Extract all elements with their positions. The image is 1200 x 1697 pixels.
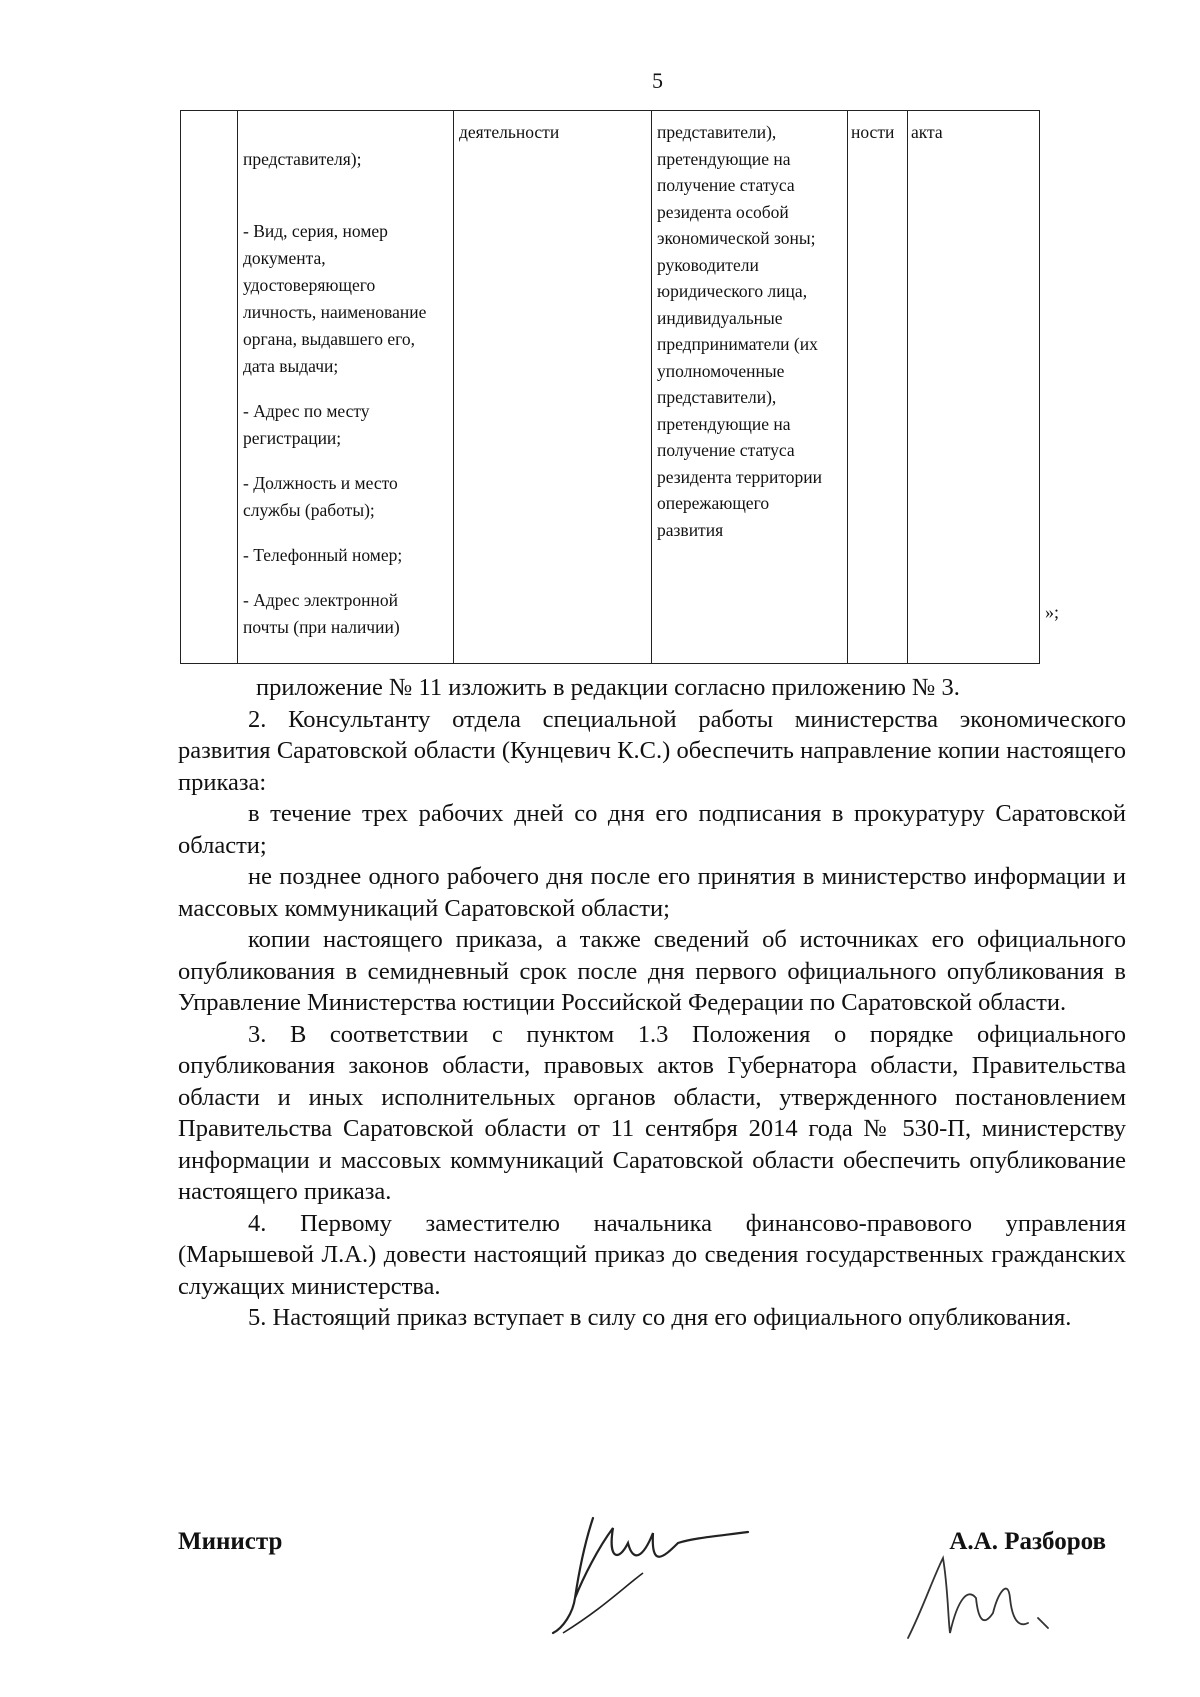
paragraph-item-2: 2. Консультанту отдела специальной работы министерства экономического развития Саратовской области (Кунцевич К.С.) обеспечить направление копии настоящего приказа: (178, 705, 1126, 796)
table-divider (847, 111, 848, 663)
signature-block (178, 1528, 1126, 1658)
paragraph-item-5: 5. Настоящий приказ вступает в силу со дня его официального опубликования. (248, 1304, 1072, 1331)
subjects-line: получение статуса (657, 440, 795, 460)
item-line: - Должность и место (243, 473, 398, 493)
personal-data-items (243, 218, 451, 641)
personal-data-item (243, 542, 451, 569)
personal-data-item (243, 587, 451, 641)
table-cell-col5: акта (911, 122, 943, 142)
paragraph-appendix: приложение № 11 изложить в редакции согласно приложению № 3. (256, 674, 960, 701)
paragraph-item-2a: в течение трех рабочих дней со дня его подписания в прокуратуру Саратовской области; (178, 800, 1126, 859)
item-line: удостоверяющего (243, 275, 376, 295)
handwritten-initials (898, 1538, 1058, 1648)
table-divider (651, 111, 652, 663)
subjects-line: экономической зоны; (657, 228, 816, 248)
handwritten-signature (523, 1488, 753, 1638)
item-line: личность, наименование (243, 302, 427, 322)
paragraph-item-2c: копии настоящего приказа, а также сведений об источниках его официального опубликования в семидневный срок после дня первого официального опубликования в Управление Министерства юстиции Российской Федерации по Саратовской области. (178, 926, 1126, 1016)
signatory-title: Министр (178, 1528, 283, 1555)
subjects-line: резидента территории (657, 466, 822, 487)
subjects-line: опережающего (657, 493, 770, 513)
page-number: 5 (652, 68, 663, 93)
closing-quote: »; (1045, 602, 1060, 622)
item-line: органа, выдавшего его, (243, 329, 416, 349)
subjects-line: юридического лица, (657, 281, 808, 301)
item-line: службы (работы); (243, 500, 375, 520)
subjects-line: уполномоченные (657, 360, 785, 381)
paragraph-item-2b: не позднее одного рабочего дня после его принятия в министерство информации и массовых коммуникаций Саратовской области; (178, 863, 1126, 922)
subjects-line: представители), (657, 122, 777, 142)
subjects-line: претендующие на (657, 413, 791, 434)
order-text (178, 672, 1126, 1334)
item-line: - Адрес электронной (243, 590, 399, 610)
personal-data-item (243, 398, 451, 452)
continuation-table (180, 110, 1040, 664)
subjects-line: предприниматели (их (657, 334, 818, 354)
subjects-line: претендующие на (657, 148, 791, 169)
table-cell-activity: деятельности (459, 122, 560, 142)
table-cell-personal-data (243, 119, 451, 686)
subjects-line: получение статуса (657, 175, 795, 195)
table-cell-col4: ности (851, 122, 895, 142)
cell-first-line: представителя); (243, 149, 362, 169)
personal-data-item (243, 218, 451, 380)
item-line: документа, (243, 248, 326, 268)
subjects-line: развития (657, 519, 724, 540)
item-line: дата выдачи; (243, 356, 339, 376)
table-cell-subjects (657, 119, 845, 543)
subjects-line: руководители (657, 254, 759, 275)
personal-data-item (243, 470, 451, 524)
subjects-line: представители), (657, 387, 777, 407)
item-line: - Вид, серия, номер (243, 221, 388, 241)
table-divider (907, 111, 908, 663)
table-divider (237, 111, 238, 663)
item-line: - Телефонный номер; (243, 545, 403, 565)
paragraph-item-3: 3. В соответствии с пунктом 1.3 Положения о порядке официального опубликования законов области, правовых актов Губернатора области, Правительства области и иных исполнительных органов области, утвержденного постановлением Правительства Саратовской области от 11 сентября 2014 года № 530-П, министерству информации и массовых коммуникаций Саратовской области обеспечить опубликование настоящего приказа. (178, 1020, 1126, 1205)
item-line: регистрации; (243, 428, 342, 448)
table-divider (453, 111, 454, 663)
item-line: почты (при наличии) (243, 617, 400, 637)
signatory-name: А.А. Разборов (949, 1528, 1106, 1555)
subjects-line: резидента особой (657, 201, 789, 222)
subjects-line: индивидуальные (657, 307, 783, 328)
paragraph-item-4: 4. Первому заместителю начальника финансово-правового управления (Марышевой Л.А.) довести настоящий приказ до сведения государственных гражданских служащих министерства. (178, 1209, 1126, 1300)
item-line: - Адрес по месту (243, 401, 370, 421)
